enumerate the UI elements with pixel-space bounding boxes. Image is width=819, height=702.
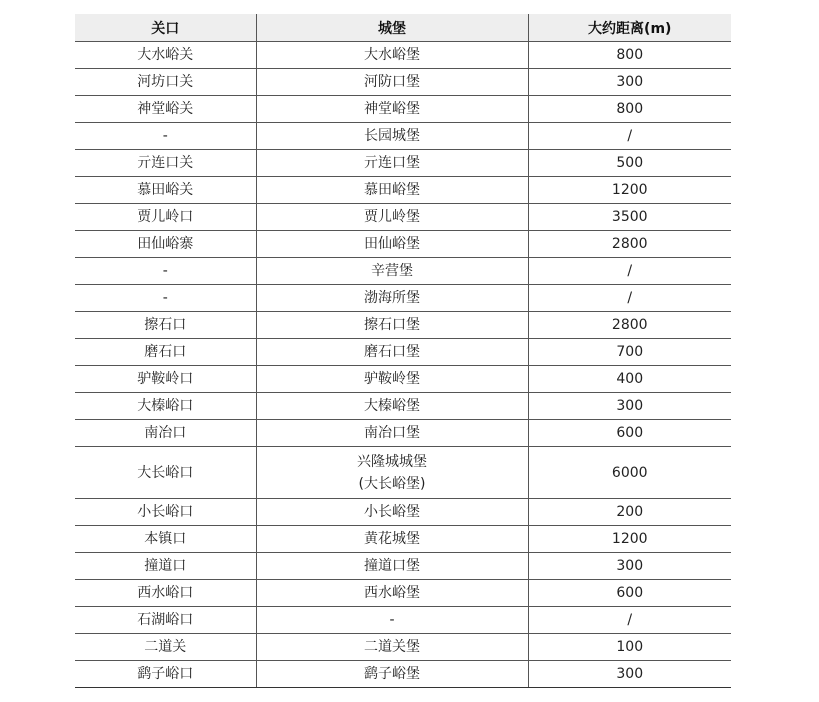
cell-pass: 大长峪口	[75, 447, 256, 499]
cell-fort	[256, 285, 528, 312]
cell-pass: 田仙峪寨	[75, 231, 256, 258]
cell-pass: 西水峪口	[75, 580, 256, 607]
cell-distance: /	[528, 607, 731, 634]
table-header	[75, 14, 731, 42]
table-row	[75, 69, 731, 96]
cell-pass: 驴鞍岭口	[75, 366, 256, 393]
cell-pass: 石湖峪口	[75, 607, 256, 634]
cell-fort	[256, 339, 528, 366]
table-row	[75, 366, 731, 393]
cell-distance: 100	[528, 634, 731, 661]
cell-distance: 2800	[528, 312, 731, 339]
cell-fort	[256, 96, 528, 123]
cell-distance: 300	[528, 69, 731, 96]
cell-fort	[256, 42, 528, 69]
cell-fort-line: (大长峪堡)	[358, 475, 426, 492]
table-row	[75, 447, 731, 499]
table-row	[75, 231, 731, 258]
table-row	[75, 420, 731, 447]
table-row	[75, 150, 731, 177]
pass-fort-distance-table	[75, 14, 731, 688]
cell-fort-line: 西水峪堡	[364, 585, 420, 601]
cell-pass: 二道关	[75, 634, 256, 661]
cell-fort-line: 擦石口堡	[364, 317, 420, 333]
cell-distance: /	[528, 258, 731, 285]
table-row	[75, 339, 731, 366]
cell-pass: 大水峪关	[75, 42, 256, 69]
table-row	[75, 607, 731, 634]
cell-pass: 河坊口关	[75, 69, 256, 96]
cell-distance: 600	[528, 420, 731, 447]
cell-fort	[256, 393, 528, 420]
cell-fort-line: 田仙峪堡	[364, 236, 420, 252]
cell-fort	[256, 366, 528, 393]
cell-pass: 鹞子峪口	[75, 661, 256, 688]
cell-distance: 300	[528, 393, 731, 420]
cell-pass: 神堂峪关	[75, 96, 256, 123]
cell-fort	[256, 177, 528, 204]
cell-distance: 6000	[528, 447, 731, 499]
cell-pass: 磨石口	[75, 339, 256, 366]
cell-pass: 擦石口	[75, 312, 256, 339]
cell-fort	[256, 69, 528, 96]
header-row	[75, 14, 731, 42]
cell-fort-line: 黄花城堡	[364, 531, 420, 547]
table-row	[75, 42, 731, 69]
cell-fort-line: 二道关堡	[364, 639, 420, 655]
cell-distance: /	[528, 285, 731, 312]
table-row	[75, 312, 731, 339]
cell-distance: 300	[528, 661, 731, 688]
cell-distance: 800	[528, 96, 731, 123]
table-row	[75, 553, 731, 580]
cell-pass: 撞道口	[75, 553, 256, 580]
table-row	[75, 258, 731, 285]
cell-pass: 大榛峪口	[75, 393, 256, 420]
table-row	[75, 123, 731, 150]
cell-distance: 700	[528, 339, 731, 366]
cell-fort	[256, 634, 528, 661]
cell-fort-line: 小长峪堡	[364, 504, 420, 520]
cell-fort-line: 驴鞍岭堡	[364, 371, 420, 387]
cell-distance: 200	[528, 499, 731, 526]
header-fort: 城堡	[256, 14, 528, 42]
cell-distance: 1200	[528, 177, 731, 204]
cell-fort-line: 兴隆城城堡	[357, 453, 427, 470]
cell-fort-line: 辛营堡	[371, 263, 413, 279]
cell-fort-line: 大水峪堡	[364, 47, 420, 63]
cell-distance: /	[528, 123, 731, 150]
cell-fort-line: 贾儿岭堡	[364, 209, 420, 225]
cell-fort	[256, 312, 528, 339]
table-row	[75, 285, 731, 312]
cell-fort	[256, 123, 528, 150]
cell-pass: -	[75, 123, 256, 150]
cell-fort-line: 渤海所堡	[364, 290, 420, 306]
cell-fort	[256, 607, 528, 634]
table-row	[75, 661, 731, 688]
cell-distance: 3500	[528, 204, 731, 231]
cell-distance: 500	[528, 150, 731, 177]
cell-fort	[256, 447, 528, 499]
cell-fort-line: 神堂峪堡	[364, 101, 420, 117]
cell-fort-line: 长园城堡	[364, 128, 420, 144]
cell-fort-line: 撞道口堡	[364, 558, 420, 574]
cell-fort-line: 慕田峪堡	[364, 182, 420, 198]
cell-distance: 800	[528, 42, 731, 69]
cell-fort	[256, 580, 528, 607]
cell-fort-line: -	[389, 612, 395, 628]
cell-pass: 慕田峪关	[75, 177, 256, 204]
table-row	[75, 204, 731, 231]
cell-fort	[256, 204, 528, 231]
cell-fort-line: 亓连口堡	[364, 155, 420, 171]
table-row	[75, 96, 731, 123]
cell-fort-line: 磨石口堡	[364, 344, 420, 360]
table-row	[75, 580, 731, 607]
pass-fort-table-container	[75, 14, 731, 688]
cell-fort	[256, 258, 528, 285]
cell-distance: 600	[528, 580, 731, 607]
cell-fort	[256, 499, 528, 526]
cell-fort-line: 大榛峪堡	[364, 398, 420, 414]
cell-pass: 本镇口	[75, 526, 256, 553]
table-row	[75, 499, 731, 526]
cell-fort	[256, 150, 528, 177]
cell-distance: 400	[528, 366, 731, 393]
cell-distance: 1200	[528, 526, 731, 553]
cell-pass: 南冶口	[75, 420, 256, 447]
cell-distance: 300	[528, 553, 731, 580]
table-body	[75, 42, 731, 688]
cell-fort	[256, 661, 528, 688]
cell-pass: 贾儿岭口	[75, 204, 256, 231]
cell-fort	[256, 553, 528, 580]
cell-pass: 小长峪口	[75, 499, 256, 526]
table-row	[75, 393, 731, 420]
table-row	[75, 177, 731, 204]
cell-fort-line: 鹞子峪堡	[364, 666, 420, 682]
cell-fort-line: 南冶口堡	[364, 425, 420, 441]
table-row	[75, 526, 731, 553]
cell-pass: -	[75, 285, 256, 312]
cell-pass: -	[75, 258, 256, 285]
table-row	[75, 634, 731, 661]
header-pass: 关口	[75, 14, 256, 42]
header-distance: 大约距离(m)	[528, 14, 731, 42]
cell-fort	[256, 526, 528, 553]
cell-fort-line: 河防口堡	[364, 74, 420, 90]
cell-pass: 亓连口关	[75, 150, 256, 177]
cell-fort	[256, 231, 528, 258]
cell-distance: 2800	[528, 231, 731, 258]
cell-fort	[256, 420, 528, 447]
